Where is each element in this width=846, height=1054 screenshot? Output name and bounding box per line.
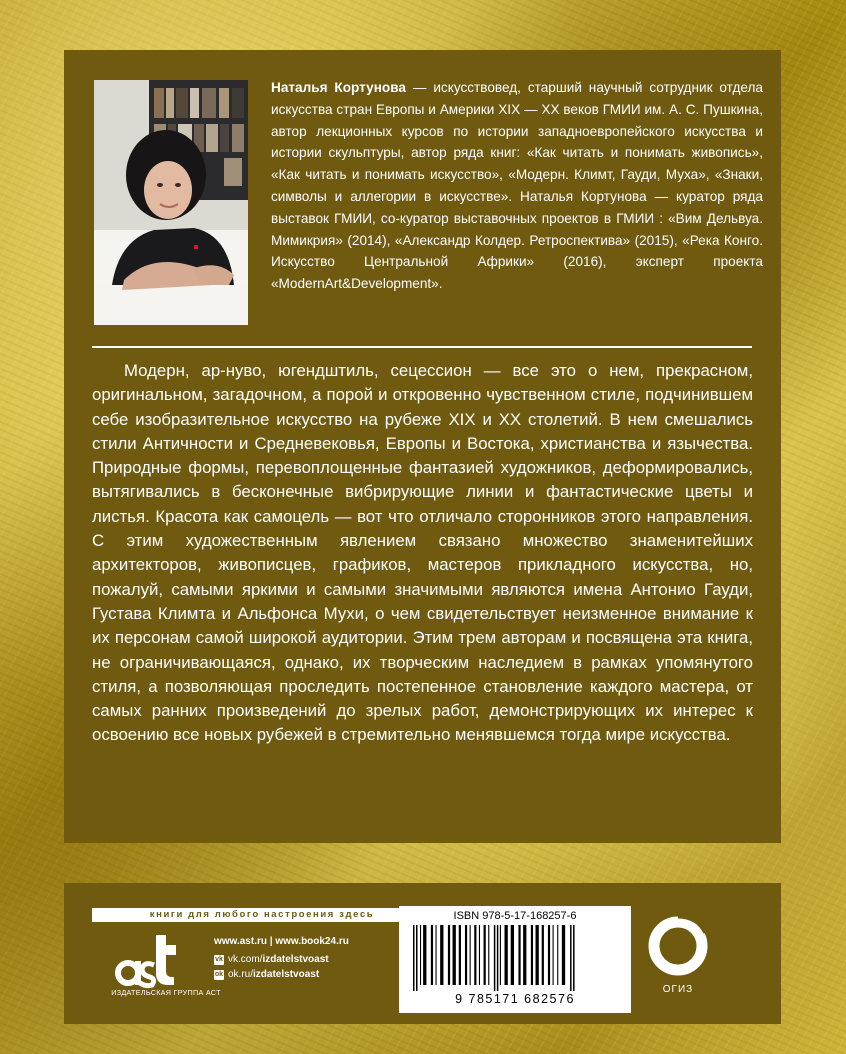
barcode-bar bbox=[494, 925, 496, 991]
barcode-bar bbox=[548, 925, 550, 985]
bottom-panel bbox=[64, 883, 781, 1024]
main-panel bbox=[64, 50, 781, 843]
barcode-bar bbox=[440, 925, 443, 985]
barcode-bar bbox=[531, 925, 533, 985]
social-path: izdatelstvoast bbox=[262, 954, 329, 965]
isbn-label: ISBN 978-5-17-168257-6 bbox=[453, 910, 577, 922]
barcode-bar bbox=[453, 925, 456, 985]
publisher-caption: ИЗДАТЕЛЬСКАЯ ГРУППА АСТ bbox=[111, 988, 221, 997]
author-photo-illustration bbox=[94, 80, 248, 325]
barcode-bar bbox=[536, 925, 539, 985]
author-bio-text: — искусствовед, старший научный сотрудник отдела искусства стран Европы и Америки XIX — XX веков ГМИИ им. А. С. Пушкина, автор лекционных курсов по истории западноевропейского искусства и истории скульптуры, автор ряда книг: «Как читать и понимать живопись», «Как читать и понимать искусство», «Модерн. Климт, Гауди, Муха», «Знаки, символы и аллегории в искусстве». Наталья Кортунова — куратор ряда выставок ГМИИ, со-куратор выставочных проектов в ГМИИ : «Вим Дельвуа. Мимикрия» (2014), «Александр Колдер. Ретроспектива» (2015), «Река Конго. Искусство Центральной Африки» (2016), эксперт проекта «ModernArt&Development». bbox=[271, 80, 763, 292]
ok-icon: ok bbox=[214, 971, 224, 978]
barcode-bar bbox=[497, 925, 499, 991]
barcode-bar bbox=[470, 925, 471, 985]
author-name: Наталья Кортунова bbox=[271, 80, 406, 95]
social-prefix: vk.com/ bbox=[228, 954, 263, 965]
barcode-bar bbox=[474, 925, 476, 985]
imprint-name: ОГИЗ bbox=[662, 984, 694, 995]
barcode-bar bbox=[573, 925, 575, 991]
book-description: Модерн, ар-нуво, югендштиль, сецессион — все это о нем, прекрасном, оригинальном, загадочном, а порой и откровенно чувственном стиле, подчинившем себе изобразительное искусство на рубеже XIX и XX столетий. В нем смешались стили Античности и Средневековья, Европы и Востока, христианства и язычества. Природные формы, перевоплощенные фантазией художников, деформировались, вытягивались в бесконечные вибрирующие линии и фантастические цветы и листья. Красота как самоцель — вот что отличало сторонников этого направления. С этим художественным явлением связано множество знаменитейших архитекторов, живописцев, графиков, мастеров прикладного искусства, но, пожалуй, самыми яркими и самыми значимыми являются имена Антонио Гауди, Густава Климта и Альфонса Мухи, о чем свидетельствует неизменное внимание к их персонам самой широкой аудитории. Этим трем авторам и посвящена эта книга, не ограничивающаяся, однако, их творческим наследием в рамках упомянутого стиля, а позволяющая проследить постепенное становление каждого мастера, от самых ранних произведений до зрелых работ, демонстрирующих их интерес к освоению все новых рубежей в стремительно менявшемся тогда мире искусства. bbox=[92, 361, 753, 745]
social-prefix: ok.ru/ bbox=[228, 969, 254, 980]
barcode-bar bbox=[459, 925, 461, 985]
barcode-bar bbox=[518, 925, 520, 985]
ogiz-logo bbox=[647, 915, 709, 977]
barcode-bar bbox=[488, 925, 489, 985]
ast-logo bbox=[114, 931, 194, 989]
barcode-bar bbox=[431, 925, 433, 985]
social-link-vk[interactable] bbox=[214, 954, 329, 965]
publisher-tagline: книги для любого настроения здесь bbox=[92, 908, 432, 922]
barcode-bar bbox=[465, 925, 467, 985]
barcode-box bbox=[399, 906, 631, 1013]
barcode bbox=[409, 925, 621, 991]
barcode-bar bbox=[436, 925, 437, 985]
barcode-bar bbox=[500, 925, 501, 985]
author-photo bbox=[94, 80, 248, 325]
barcode-bar bbox=[557, 925, 558, 985]
barcode-number: 9 785171 682576 bbox=[455, 992, 575, 1006]
barcode-bar bbox=[570, 925, 572, 991]
social-link-ok[interactable] bbox=[214, 969, 319, 980]
barcode-bar bbox=[416, 925, 418, 991]
barcode-bar bbox=[505, 925, 508, 985]
barcode-bar bbox=[562, 925, 565, 985]
barcode-bar bbox=[423, 925, 426, 985]
barcode-bar bbox=[542, 925, 544, 985]
author-bio bbox=[271, 77, 763, 295]
barcode-bar bbox=[484, 925, 486, 985]
barcode-bar bbox=[553, 925, 554, 985]
barcode-bar bbox=[448, 925, 450, 985]
barcode-bar bbox=[420, 925, 421, 985]
social-path: izdatelstvoast bbox=[253, 969, 320, 980]
separator-line bbox=[92, 346, 752, 348]
barcode-bar bbox=[523, 925, 526, 985]
barcode-bar bbox=[479, 925, 480, 985]
barcode-bar bbox=[413, 925, 415, 991]
vk-icon: vk bbox=[215, 956, 223, 963]
publisher-websites[interactable]: www.ast.ru | www.book24.ru bbox=[214, 936, 349, 947]
barcode-bar bbox=[511, 925, 514, 985]
